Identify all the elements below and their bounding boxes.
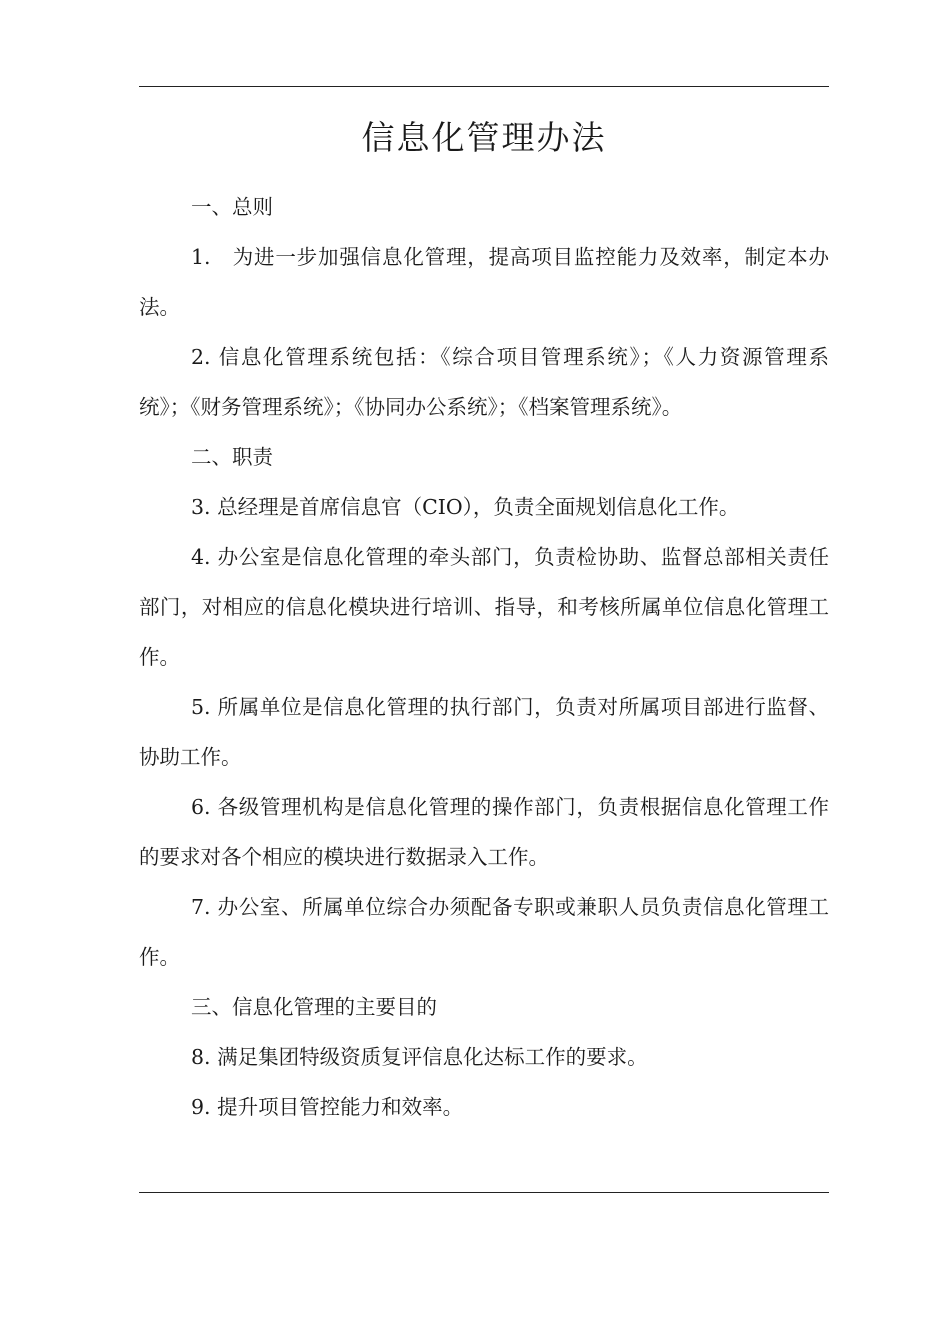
clause-4: 4. 办公室是信息化管理的牵头部门，负责检协助、监督总部相关责任部门，对相应的信息化模块进行培训、指导，和考核所属单位信息化管理工作。 (139, 545, 829, 669)
footer-rule (139, 1192, 829, 1193)
section-heading-general: 一、总则 (191, 195, 273, 219)
section-heading-duties: 二、职责 (191, 445, 273, 469)
clause-3: 3. 总经理是首席信息官（CIO），负责全面规划信息化工作。 (191, 495, 740, 519)
document-title: 信息化管理办法 (361, 118, 607, 157)
section-heading-purpose: 三、信息化管理的主要目的 (191, 995, 437, 1019)
clause-1: 1. 为进一步加强信息化管理，提高项目监控能力及效率，制定本办法。 (139, 245, 829, 319)
document-body (139, 182, 829, 1132)
clause-2: 2. 信息化管理系统包括：《综合项目管理系统》；《人力资源管理系统》；《财务管理系统》；《协同办公系统》；《档案管理系统》。 (139, 345, 829, 419)
header-rule (139, 86, 829, 87)
clause-7: 7. 办公室、所属单位综合办须配备专职或兼职人员负责信息化管理工作。 (139, 895, 829, 969)
clause-9: 9. 提升项目管控能力和效率。 (191, 1095, 464, 1119)
clause-6: 6. 各级管理机构是信息化管理的操作部门，负责根据信息化管理工作的要求对各个相应的模块进行数据录入工作。 (139, 795, 829, 869)
clause-8: 8. 满足集团特级资质复评信息化达标工作的要求。 (191, 1045, 648, 1069)
clause-5: 5. 所属单位是信息化管理的执行部门，负责对所属项目部进行监督、协助工作。 (139, 695, 829, 769)
